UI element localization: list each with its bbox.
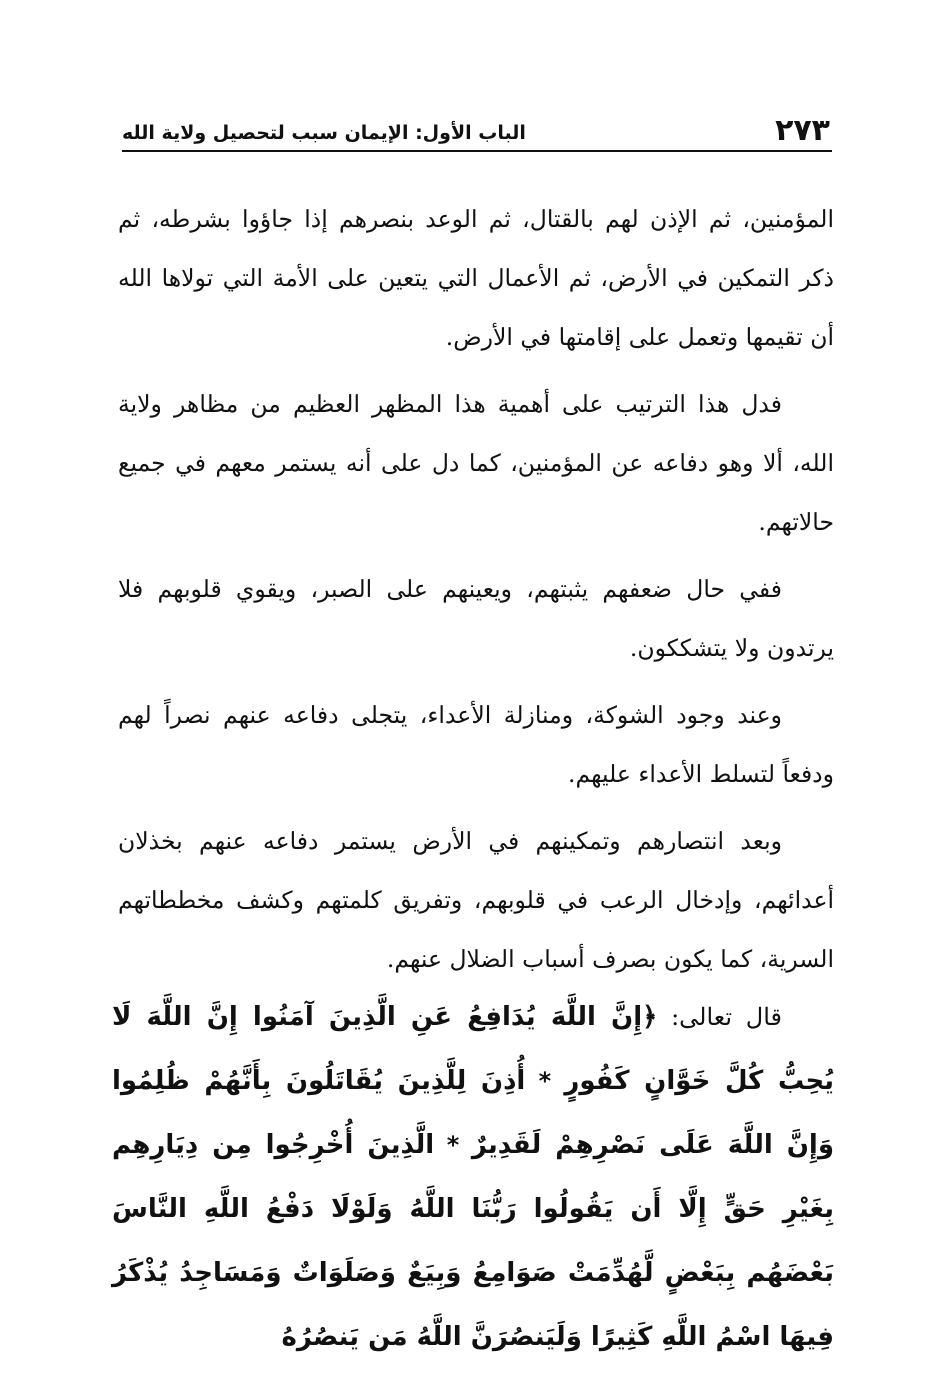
verse-1: إِنَّ اللَّهَ يُدَافِعُ عَنِ الَّذِينَ آمَنُوا إِنَّ اللَّهَ لَا يُحِبُّ كُلَّ خَوَّانٍ كَفُورٍ xyxy=(112,1002,834,1096)
verse-3: الَّذِينَ أُخْرِجُوا مِن دِيَارِهِم بِغَيْرِ حَقٍّ إِلَّا أَن يَقُولُوا رَبُّنَا اللَّهُ وَلَوْلَا دَفْعُ اللَّهِ النَّاسَ بَعْضَهُم بِبَعْضٍ لَّهُدِّمَتْ صَوَامِعُ وَبِيَعٌ وَصَلَوَاتٌ وَمَسَاجِدُ يُذْكَرُ فِيهَا اسْمُ اللَّهِ كَثِيرًا وَلَيَنصُرَنَّ اللَّهُ مَن يَنصُرُهُ xyxy=(112,1130,834,1352)
verse-separator-1: * xyxy=(538,1067,552,1095)
paragraph-5: وبعد انتصارهم وتمكينهم في الأرض يستمر دفاعه عنهم بخذلان أعدائهم، وإدخال الرعب في قلوبهم، وتفريق كلمتهم وكشف مخططاتهم السرية، كما يكون بصرف أسباب الضلال عنهم. xyxy=(118,827,834,973)
verse-separator-2: * xyxy=(446,1131,460,1159)
ornate-bracket-open: ﴿ xyxy=(642,1002,658,1032)
quran-quote xyxy=(112,985,834,1369)
paragraph-4: وعند وجود الشوكة، ومنازلة الأعداء، يتجلى دفاعه عنهم نصراً لهم ودفعاً لتسلط الأعداء عليهم. xyxy=(118,701,834,788)
body-text xyxy=(118,190,834,989)
verse-2: أُذِنَ لِلَّذِينَ يُقَاتَلُونَ بِأَنَّهُمْ ظُلِمُوا وَإِنَّ اللَّهَ عَلَى نَصْرِهِمْ لَقَدِيرٌ xyxy=(112,1066,834,1160)
running-title: الباب الأول: الإيمان سبب لتحصيل ولاية الله xyxy=(122,122,526,144)
page-number: ٢٧٣ xyxy=(775,113,830,148)
paragraph-2: فدل هذا الترتيب على أهمية هذا المظهر العظيم من مظاهر ولاية الله، ألا وهو دفاعه عن المؤمنين، كما دل على أنه يستمر معهم في جميع حالاتهم. xyxy=(118,390,834,536)
page-header xyxy=(122,108,830,148)
header-divider xyxy=(122,150,832,152)
quran-intro: قال تعالى: xyxy=(671,1003,782,1031)
paragraph-1: المؤمنين، ثم الإذن لهم بالقتال، ثم الوعد بنصرهم إذا جاؤوا بشرطه، ثم ذكر التمكين في الأرض، ثم الأعمال التي يتعين على الأمة التي تولاها الله أن تقيمها وتعمل على إقامتها في الأرض. xyxy=(118,205,834,351)
paragraph-3: ففي حال ضعفهم يثبتهم، ويعينهم على الصبر، ويقوي قلوبهم فلا يرتدون ولا يتشككون. xyxy=(118,575,834,662)
